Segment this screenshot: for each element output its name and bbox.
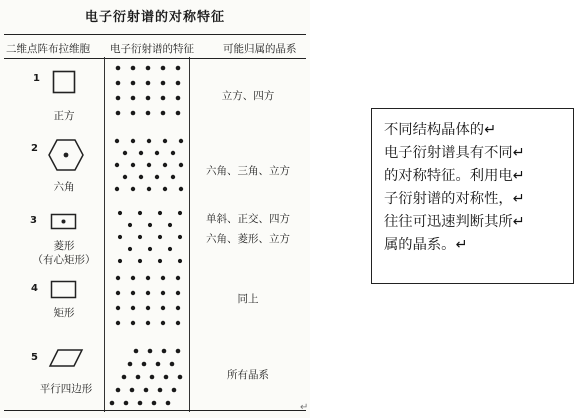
hexagon-shape [47, 138, 85, 172]
diffraction-spot [131, 306, 135, 310]
diffraction-spot [176, 111, 181, 116]
diffraction-spot [148, 247, 152, 251]
diffraction-spot [128, 362, 133, 367]
square-diffraction-pattern [112, 62, 186, 122]
diffraction-spot [122, 375, 127, 380]
diffraction-spot [138, 401, 143, 406]
diffraction-spot [123, 151, 127, 155]
textbox-line: 电子衍射谱具有不同↵ [384, 145, 525, 161]
rectangle-shape [50, 280, 78, 300]
diffraction-spot [131, 291, 135, 295]
diffraction-spot [158, 235, 162, 239]
diffraction-spot [148, 349, 153, 354]
header-pattern: 电子衍射谱的特征 [110, 43, 194, 55]
diffraction-spot [171, 151, 175, 155]
diffraction-spot [179, 187, 183, 191]
diffraction-spot [152, 401, 157, 406]
diffraction-spot [178, 211, 182, 215]
diffraction-spot [116, 81, 121, 86]
crystal-system: 立方、四方 [221, 90, 275, 102]
diffraction-spot [161, 306, 165, 310]
diffraction-spot [155, 151, 159, 155]
diffraction-spot [170, 362, 175, 367]
diffraction-spot [144, 388, 149, 393]
diffraction-spot [161, 96, 166, 101]
hexagonal-diffraction-pattern [112, 136, 186, 196]
diffraction-spot [116, 291, 120, 295]
diffraction-spot [161, 81, 166, 86]
diffraction-spot [178, 259, 182, 263]
diffraction-spot [146, 306, 150, 310]
diffraction-spot [131, 163, 135, 167]
diffraction-spot [116, 306, 120, 310]
row-label: 菱形 [53, 240, 75, 252]
diffraction-spot [131, 96, 136, 101]
row-number: 1 [33, 73, 40, 84]
diffraction-spot [116, 276, 120, 280]
row-number: 2 [31, 143, 38, 154]
diffraction-spot [128, 223, 132, 227]
diffraction-spot [136, 375, 141, 380]
diffraction-spot [147, 139, 151, 143]
header-lattice: 二维点阵布拉维胞 [6, 43, 90, 55]
diffraction-spot [130, 388, 135, 393]
diffraction-spot [176, 291, 180, 295]
diffraction-spot [161, 276, 165, 280]
table-title: 电子衍射谱的对称特征 [84, 10, 225, 25]
diffraction-spot [163, 139, 167, 143]
diffraction-spot [146, 276, 150, 280]
parallelogram-shape [48, 348, 84, 368]
crystal-system: 六角、三角、立方 [206, 165, 290, 177]
crystal-system: 六角、菱形、立方 [206, 233, 290, 245]
diffraction-spot [168, 223, 172, 227]
diffraction-spot [131, 187, 135, 191]
diffraction-spot [123, 175, 127, 179]
diffraction-spot [162, 349, 167, 354]
diffraction-spot [176, 66, 181, 71]
diffraction-spot [163, 163, 167, 167]
diffraction-spot [110, 401, 115, 406]
diffraction-spot [116, 96, 121, 101]
diffraction-spot [118, 259, 122, 263]
diffraction-spot [118, 211, 122, 215]
diffraction-spot [146, 81, 151, 86]
textbox-line: 的对称特征。利用电↵ [384, 168, 525, 184]
diffraction-spot [139, 151, 143, 155]
diffraction-spot [176, 81, 181, 86]
diffraction-spot [131, 276, 135, 280]
diffraction-spot [115, 187, 119, 191]
textbox-line: 子衍射谱的对称性，↵ [384, 191, 525, 207]
diffraction-spot [124, 401, 129, 406]
diffraction-spot [138, 211, 142, 215]
row-sublabel: （有心矩形） [32, 254, 96, 266]
row-number: 3 [30, 215, 37, 226]
diffraction-spot [148, 223, 152, 227]
diffraction-spot [176, 96, 181, 101]
diffraction-spot [150, 375, 155, 380]
diffraction-spot [115, 139, 119, 143]
crystal-system: 单斜、正交、四方 [206, 213, 290, 225]
diffraction-spot [131, 81, 136, 86]
row-number: 5 [31, 352, 38, 363]
paragraph-mark: ↵ [300, 402, 309, 413]
diffraction-spot [172, 388, 177, 393]
row-label: 正方 [53, 110, 75, 122]
table-bottom-rule [4, 410, 306, 411]
diffraction-spot [146, 291, 150, 295]
row-label: 矩形 [53, 307, 75, 319]
row-label: 六角 [53, 181, 75, 193]
diffraction-spot [147, 187, 151, 191]
diffraction-spot [155, 175, 159, 179]
diffraction-spot [176, 306, 180, 310]
diffraction-spot [179, 163, 183, 167]
diffraction-spot [179, 139, 183, 143]
diffraction-spot [158, 259, 162, 263]
square-shape [52, 70, 76, 94]
diffraction-spot [142, 362, 147, 367]
diffraction-spot [158, 388, 163, 393]
rectangular-diffraction-pattern [112, 272, 186, 332]
diffraction-spot [163, 187, 167, 191]
diffraction-spot [146, 66, 151, 71]
column-divider [104, 57, 105, 412]
diffraction-spot [166, 401, 171, 406]
diffraction-spot [176, 276, 180, 280]
diffraction-spot [178, 375, 183, 380]
diffraction-spot [161, 321, 165, 325]
diffraction-spot [138, 259, 142, 263]
crystal-system: 所有晶系 [227, 369, 269, 381]
oblique-diffraction-pattern [108, 345, 188, 411]
diffraction-spot [158, 211, 162, 215]
row-label: 平行四边形 [39, 383, 93, 395]
diffraction-spot [146, 321, 150, 325]
diffraction-spot [146, 111, 151, 116]
crystal-system: 同上 [237, 293, 259, 305]
diffraction-spot [161, 291, 165, 295]
diffraction-spot [115, 163, 119, 167]
header-crystal-system: 可能归属的晶系 [223, 43, 297, 55]
diffraction-spot [131, 111, 136, 116]
textbox-line: 属的晶系。↵ [384, 237, 468, 253]
diffraction-spot [146, 96, 151, 101]
diffraction-spot [139, 175, 143, 179]
header-top-rule [4, 34, 306, 35]
diffraction-spot [171, 175, 175, 179]
diffraction-spot [131, 66, 136, 71]
diffraction-spot [131, 321, 135, 325]
diffraction-spot [134, 349, 139, 354]
diffraction-spot [116, 66, 121, 71]
centered-rectangular-diffraction-pattern [112, 208, 186, 268]
explanation-textbox [371, 108, 574, 284]
diffraction-spot [178, 235, 182, 239]
diffraction-spot [138, 235, 142, 239]
header-bottom-rule [4, 58, 306, 59]
diffraction-spot [116, 388, 121, 393]
diffraction-spot [161, 66, 166, 71]
diffraction-spot [116, 321, 120, 325]
diffraction-spot [131, 139, 135, 143]
diffraction-spot [161, 111, 166, 116]
diffraction-spot [176, 349, 181, 354]
textbox-line: 不同结构晶体的↵ [384, 122, 497, 138]
diffraction-spot [156, 362, 161, 367]
diffraction-spot [176, 321, 180, 325]
diffraction-spot [116, 111, 121, 116]
textbox-line: 往往可迅速判断其所↵ [384, 214, 525, 230]
diffraction-spot [164, 375, 169, 380]
diffraction-spot [147, 163, 151, 167]
row-number: 4 [31, 283, 38, 294]
diffraction-spot [168, 247, 172, 251]
diffraction-spot [118, 235, 122, 239]
centered-rectangle-shape [50, 213, 78, 231]
diffraction-spot [128, 247, 132, 251]
